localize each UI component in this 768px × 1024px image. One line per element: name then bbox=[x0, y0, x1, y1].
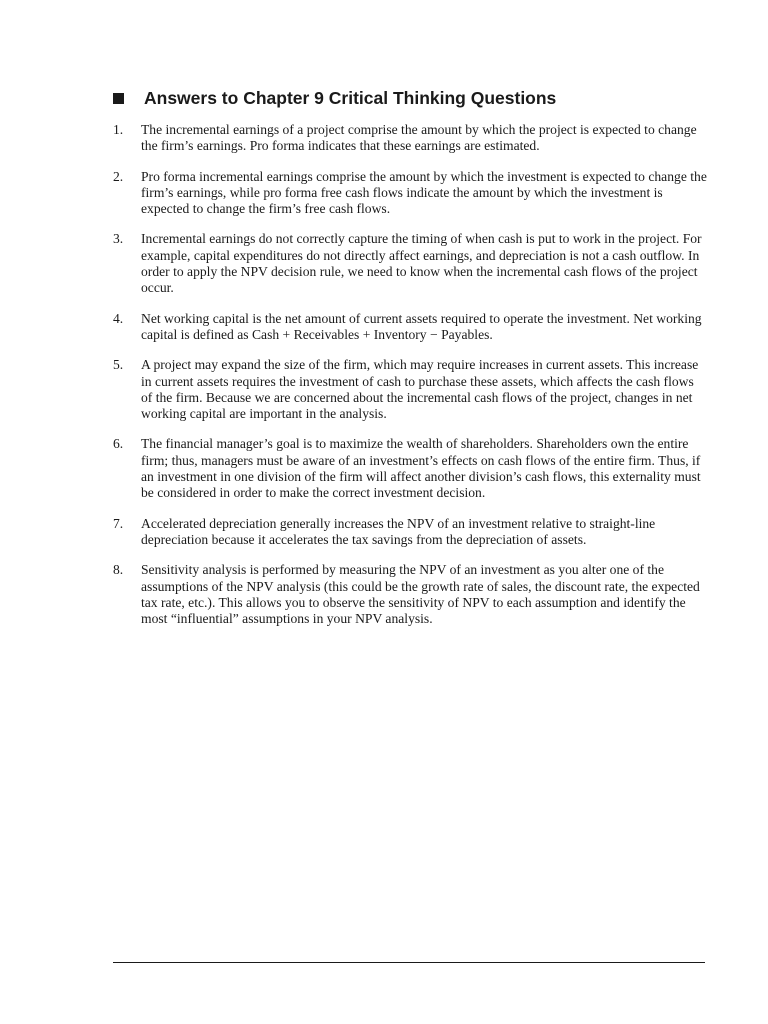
answers-list bbox=[113, 122, 708, 641]
square-bullet-icon bbox=[113, 93, 124, 104]
item-text: The incremental earnings of a project comprise the amount by which the project is expected to change the firm’s earnings. Pro forma indicates that these earnings are estimated. bbox=[141, 122, 697, 154]
item-number: 4. bbox=[113, 310, 124, 326]
item-number: 8. bbox=[113, 562, 124, 578]
item-number: 3. bbox=[113, 231, 124, 247]
item-text: Accelerated depreciation generally increases the NPV of an investment relative to straight-line depreciation because it accelerates the tax savings from the depreciation of assets. bbox=[141, 515, 656, 547]
item-number: 5. bbox=[113, 357, 124, 373]
footer-divider bbox=[113, 962, 705, 963]
section-heading bbox=[113, 88, 713, 109]
item-text: The financial manager’s goal is to maximize the wealth of shareholders. Shareholders own the entire firm; thus, managers must be aware of an investment’s effects on cash flows of the entire firm. Thus, if an investment in one division of the firm will affect another division’s cash flows, this externality must be considered in order to make the correct investment decision. bbox=[141, 436, 701, 501]
list-item bbox=[113, 231, 708, 296]
item-text: Pro forma incremental earnings comprise the amount by which the investment is expected to change the firm’s earnings, while pro forma free cash flows indicate the amount by which the investment is expected to change the firm’s free cash flows. bbox=[141, 168, 707, 217]
page-title: Answers to Chapter 9 Critical Thinking Questions bbox=[144, 88, 557, 108]
list-item bbox=[113, 122, 708, 155]
list-item bbox=[113, 169, 708, 218]
list-item bbox=[113, 562, 708, 627]
item-text: A project may expand the size of the firm, which may require increases in current assets. This increase in current assets requires the investment of cash to purchase these assets, which affects the cash flows of the firm. Because we are concerned about the incremental cash flows of the project, changes in net working capital are important in the analysis. bbox=[141, 357, 699, 422]
item-text: Net working capital is the net amount of current assets required to operate the investment. Net working capital is defined as Cash + Receivables + Inventory − Payables. bbox=[141, 310, 702, 342]
item-number: 1. bbox=[113, 122, 124, 137]
list-item bbox=[113, 516, 708, 549]
list-item bbox=[113, 436, 708, 501]
item-number: 2. bbox=[113, 168, 124, 184]
item-text: Incremental earnings do not correctly capture the timing of when cash is put to work in the project. For example, capital expenditures do not directly affect earnings, and depreciation is not a cash outflow. In order to apply the NPV decision rule, we need to know when the incremental cash flows of the project occur. bbox=[141, 231, 702, 296]
list-item bbox=[113, 357, 708, 422]
item-text: Sensitivity analysis is performed by measuring the NPV of an investment as you alter one of the assumptions of the NPV analysis (this could be the growth rate of sales, the discount rate, the expected tax rate, etc.). This allows you to observe the sensitivity of NPV to each assumption and identify the most “influential” assumptions in your NPV analysis. bbox=[141, 562, 700, 627]
item-number: 7. bbox=[113, 515, 124, 531]
list-item bbox=[113, 311, 708, 344]
item-number: 6. bbox=[113, 436, 124, 452]
